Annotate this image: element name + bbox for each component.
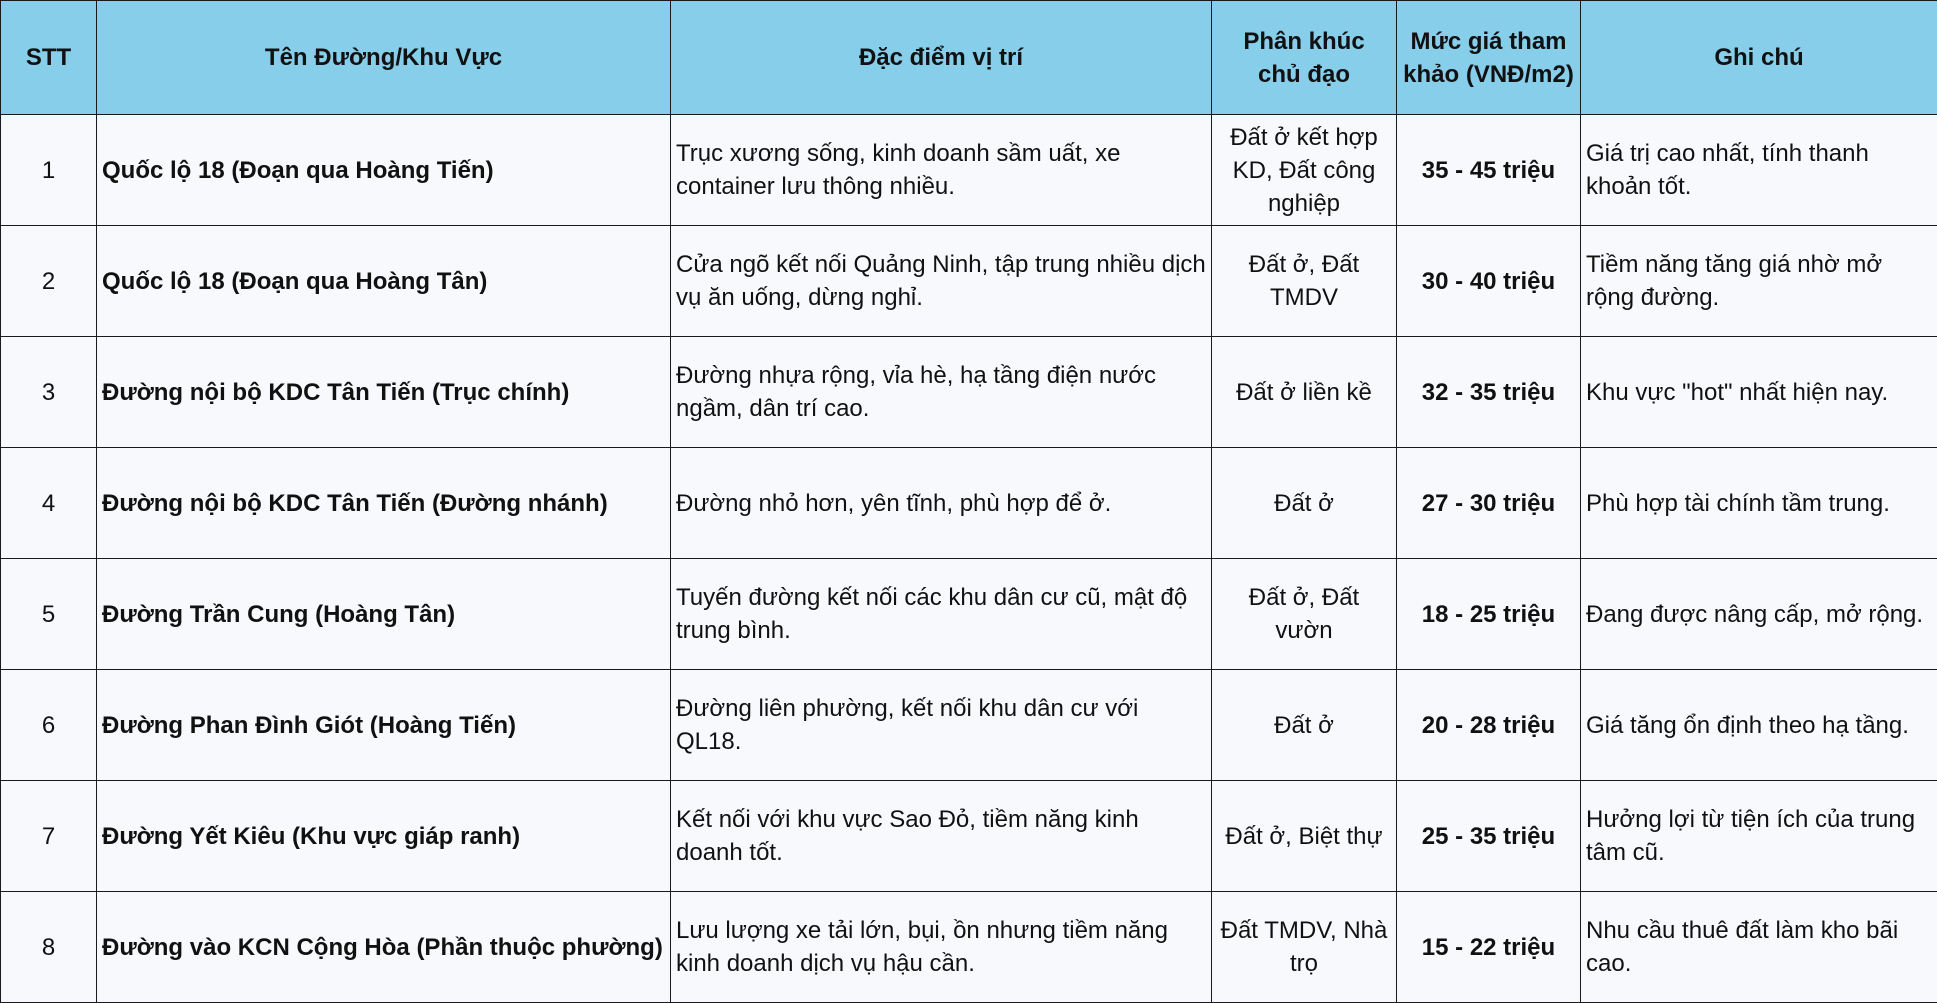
cell-segment: Đất ở liền kề — [1212, 337, 1397, 448]
header-position: Đặc điểm vị trí — [671, 1, 1212, 115]
table-row — [1, 559, 1937, 670]
cell-segment: Đất ở, Đất TMDV — [1212, 226, 1397, 337]
cell-note: Nhu cầu thuê đất làm kho bãi cao. — [1581, 892, 1937, 1003]
cell-price: 32 - 35 triệu — [1397, 337, 1581, 448]
cell-name: Đường nội bộ KDC Tân Tiến (Đường nhánh) — [97, 448, 671, 559]
table-row — [1, 226, 1937, 337]
table-row — [1, 670, 1937, 781]
cell-position: Cửa ngõ kết nối Quảng Ninh, tập trung nhiều dịch vụ ăn uống, dừng nghỉ. — [671, 226, 1212, 337]
cell-price: 15 - 22 triệu — [1397, 892, 1581, 1003]
cell-stt: 2 — [1, 226, 97, 337]
cell-name: Đường Yết Kiêu (Khu vực giáp ranh) — [97, 781, 671, 892]
cell-stt: 5 — [1, 559, 97, 670]
cell-name: Quốc lộ 18 (Đoạn qua Hoàng Tân) — [97, 226, 671, 337]
table-row — [1, 448, 1937, 559]
cell-segment: Đất ở — [1212, 448, 1397, 559]
header-row — [1, 1, 1937, 115]
cell-price: 18 - 25 triệu — [1397, 559, 1581, 670]
header-stt: STT — [1, 1, 97, 115]
cell-position: Đường nhỏ hơn, yên tĩnh, phù hợp để ở. — [671, 448, 1212, 559]
table-row — [1, 115, 1937, 226]
cell-stt: 8 — [1, 892, 97, 1003]
cell-price: 20 - 28 triệu — [1397, 670, 1581, 781]
cell-segment: Đất ở, Đất vườn — [1212, 559, 1397, 670]
cell-note: Giá tăng ổn định theo hạ tầng. — [1581, 670, 1937, 781]
cell-note: Tiềm năng tăng giá nhờ mở rộng đường. — [1581, 226, 1937, 337]
cell-position: Trục xương sống, kinh doanh sầm uất, xe container lưu thông nhiều. — [671, 115, 1212, 226]
table-row — [1, 337, 1937, 448]
header-name: Tên Đường/Khu Vực — [97, 1, 671, 115]
cell-position: Lưu lượng xe tải lớn, bụi, ồn nhưng tiềm năng kinh doanh dịch vụ hậu cần. — [671, 892, 1212, 1003]
cell-price: 25 - 35 triệu — [1397, 781, 1581, 892]
cell-note: Giá trị cao nhất, tính thanh khoản tốt. — [1581, 115, 1937, 226]
cell-segment: Đất TMDV, Nhà trọ — [1212, 892, 1397, 1003]
cell-name: Đường nội bộ KDC Tân Tiến (Trục chính) — [97, 337, 671, 448]
cell-note: Khu vực "hot" nhất hiện nay. — [1581, 337, 1937, 448]
cell-note: Hưởng lợi từ tiện ích của trung tâm cũ. — [1581, 781, 1937, 892]
header-note: Ghi chú — [1581, 1, 1937, 115]
cell-stt: 1 — [1, 115, 97, 226]
cell-position: Kết nối với khu vực Sao Đỏ, tiềm năng kinh doanh tốt. — [671, 781, 1212, 892]
header-segment: Phân khúc chủ đạo — [1212, 1, 1397, 115]
cell-segment: Đất ở kết hợp KD, Đất công nghiệp — [1212, 115, 1397, 226]
cell-name: Đường Phan Đình Giót (Hoàng Tiến) — [97, 670, 671, 781]
table-row — [1, 892, 1937, 1003]
cell-stt: 6 — [1, 670, 97, 781]
cell-segment: Đất ở — [1212, 670, 1397, 781]
cell-position: Đường nhựa rộng, vỉa hè, hạ tầng điện nước ngầm, dân trí cao. — [671, 337, 1212, 448]
cell-segment: Đất ở, Biệt thự — [1212, 781, 1397, 892]
cell-price: 27 - 30 triệu — [1397, 448, 1581, 559]
cell-name: Quốc lộ 18 (Đoạn qua Hoàng Tiến) — [97, 115, 671, 226]
table-row — [1, 781, 1937, 892]
cell-price: 30 - 40 triệu — [1397, 226, 1581, 337]
cell-name: Đường Trần Cung (Hoàng Tân) — [97, 559, 671, 670]
cell-stt: 7 — [1, 781, 97, 892]
cell-stt: 4 — [1, 448, 97, 559]
cell-note: Phù hợp tài chính tầm trung. — [1581, 448, 1937, 559]
cell-note: Đang được nâng cấp, mở rộng. — [1581, 559, 1937, 670]
header-price: Mức giá tham khảo (VNĐ/m2) — [1397, 1, 1581, 115]
cell-position: Đường liên phường, kết nối khu dân cư với QL18. — [671, 670, 1212, 781]
cell-name: Đường vào KCN Cộng Hòa (Phần thuộc phường) — [97, 892, 671, 1003]
cell-price: 35 - 45 triệu — [1397, 115, 1581, 226]
cell-stt: 3 — [1, 337, 97, 448]
cell-position: Tuyến đường kết nối các khu dân cư cũ, mật độ trung bình. — [671, 559, 1212, 670]
